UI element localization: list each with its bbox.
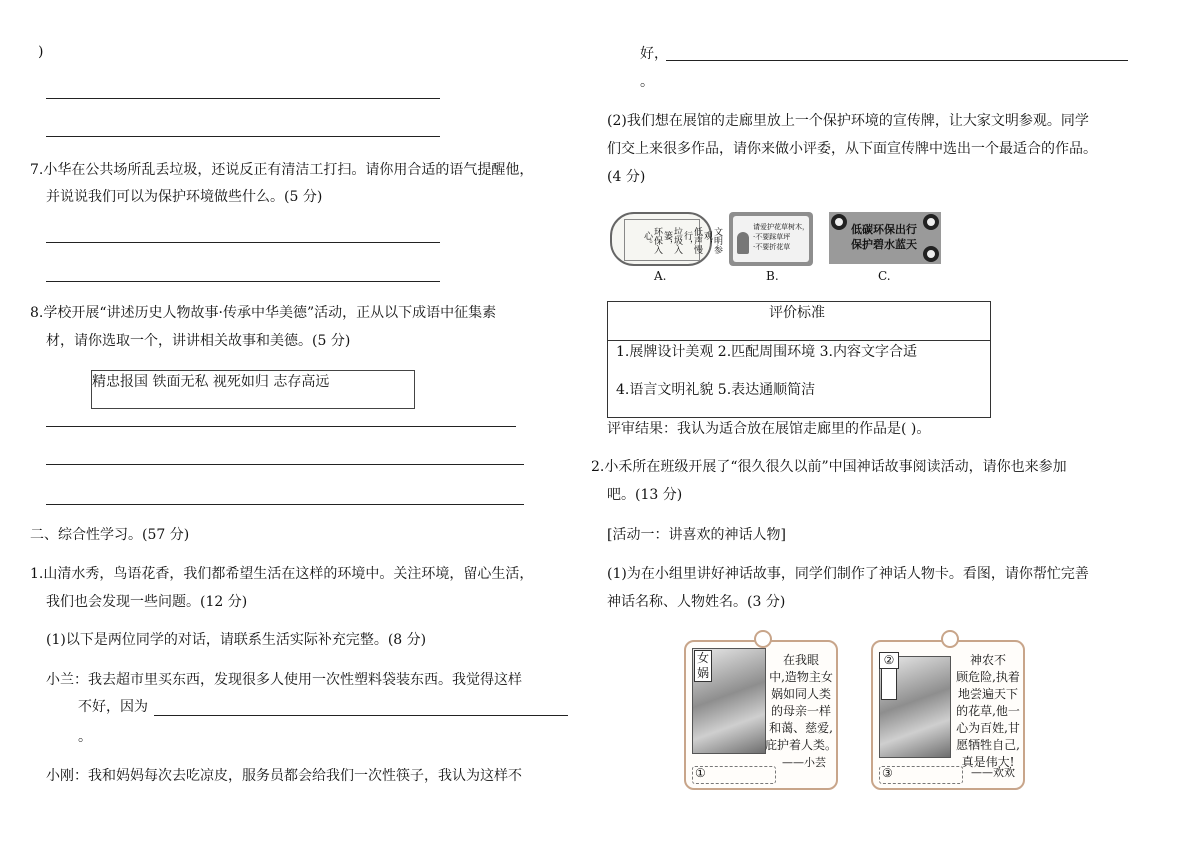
- sign-a-label: A.: [654, 269, 667, 283]
- question-1-line1: 1.山清水秀，鸟语花香，我们都希望生活在这样的环境中。关注环境，留心生活，: [30, 566, 534, 582]
- question-2-line1: 2.小禾所在班级开展了“很久很久以前”中国神话故事阅读活动，请你也来参加: [591, 459, 1067, 475]
- card-hook: [754, 630, 772, 648]
- sign-c-text: 低碳环保出行 保护碧水蓝天: [851, 223, 917, 251]
- card1-answer-slot[interactable]: [692, 766, 776, 784]
- idiom-box: [91, 370, 415, 409]
- xiaolan-line2: 不好，因为: [78, 699, 148, 715]
- criteria-table: [607, 301, 991, 418]
- card2-answer-slot[interactable]: [879, 766, 963, 784]
- answer-line[interactable]: [46, 426, 516, 427]
- xiaolan-line1: 小兰：我去超市里买东西，发现很多人使用一次性塑料袋装东西。我觉得这样: [46, 672, 522, 688]
- sign-b-text: 请爱护花草树木， ·不要踩草坪 ·不要折花草: [753, 223, 809, 251]
- lifebuoy-icon: [831, 214, 847, 230]
- answer-line[interactable]: [46, 98, 440, 99]
- cactus-icon: [737, 232, 749, 254]
- sign-c-label: C.: [878, 269, 891, 283]
- question-2-1-line1: (1)为在小组里讲好神话故事，同学们制作了神话人物卡。看图，请你帮忙完善: [607, 566, 1089, 582]
- section-2-heading: 二、综合性学习。(57 分): [30, 527, 190, 543]
- criteria-row2: 4.语言文明礼貌 5.表达通顺简洁: [616, 382, 816, 398]
- answer-line[interactable]: [154, 715, 568, 716]
- answer-line[interactable]: [46, 242, 440, 243]
- question-8-line1: 8.学校开展“讲述历史人物故事·传承中华美德”活动，正从以下成语中征集素: [30, 305, 497, 321]
- lifebuoy-icon: [923, 246, 939, 262]
- question-7-line1: 7.小华在公共场所乱丢垃圾，还说反正有清洁工打扫。请你用合适的语气提醒他，: [30, 162, 534, 178]
- card2-tag: ②: [879, 652, 899, 669]
- sign-a-text: 文明参观， 低声慢行， 垃圾入篓， 环保入心。: [642, 226, 722, 254]
- character-card-shennong: [871, 640, 1025, 790]
- card1-text: 在我眼 中,造物主女 娲如同人类 的母亲一样 和蔼、慈爱, 庇护着人类。: [764, 653, 837, 752]
- question-2-1-line2: 神话名称、人物姓名。(3 分): [607, 594, 786, 610]
- question-1-2-line2: 们交上来很多作品，请你来做小评委，从下面宣传牌中选出一个最适合的作品。: [607, 141, 1097, 157]
- review-result: 评审结果：我认为适合放在展馆走廊里的作品是( )。: [607, 421, 931, 437]
- answer-line[interactable]: [46, 136, 440, 137]
- continuation-line1: 好，: [640, 46, 668, 62]
- card2-text: 神农不 顾危险,执着 地尝遍天下 的花草,他一 心为百姓,甘 愿牺牲自己, 真是伟大!: [956, 653, 1020, 769]
- card2-signature: ——欢欢: [971, 766, 1015, 779]
- xiaolan-line3: 。: [78, 729, 92, 745]
- question-1-line2: 我们也会发现一些问题。(12 分): [46, 594, 248, 610]
- card-hook: [941, 630, 959, 648]
- sign-b[interactable]: [729, 212, 813, 266]
- answer-line[interactable]: [46, 464, 524, 465]
- card1-slot-number: ①: [695, 766, 706, 780]
- question-7-line2: 并说说我们可以为保护环境做些什么。(5 分): [46, 189, 323, 205]
- question-1-2-line3: (4 分): [607, 169, 646, 185]
- question-2-line2: 吧。(13 分): [607, 487, 683, 503]
- answer-line[interactable]: [46, 281, 440, 282]
- prev-question-fragment: ): [38, 44, 44, 60]
- card1-tag: 女 娲: [694, 650, 712, 682]
- question-1-2-line1: (2)我们想在展馆的走廊里放上一个保护环境的宣传牌，让大家文明参观。同学: [607, 113, 1089, 129]
- card2-slot-number: ③: [882, 766, 893, 780]
- criteria-row1: 1.展牌设计美观 2.匹配周围环境 3.内容文字合适: [616, 344, 917, 360]
- answer-line[interactable]: [46, 504, 524, 505]
- question-8-line2: 材，请你选取一个，讲讲相关故事和美德。(5 分): [46, 333, 351, 349]
- criteria-title: 评价标准: [769, 305, 825, 321]
- card1-signature: ——小芸: [782, 756, 826, 769]
- character-card-nuwa: [684, 640, 838, 790]
- activity-1-title: [活动一：讲喜欢的神话人物]: [607, 527, 786, 543]
- sign-c[interactable]: [829, 212, 941, 264]
- idiom-list: 精忠报国 铁面无私 视死如归 志存高远: [92, 374, 330, 390]
- sign-a[interactable]: [610, 212, 722, 266]
- lifebuoy-icon: [923, 214, 939, 230]
- sign-b-label: B.: [766, 269, 779, 283]
- answer-line[interactable]: [666, 60, 1128, 61]
- card2-blank-slot[interactable]: [881, 668, 897, 700]
- xiaogang-line1: 小刚：我和妈妈每次去吃凉皮，服务员都会给我们一次性筷子，我认为这样不: [46, 768, 522, 784]
- continuation-line2: 。: [640, 74, 654, 90]
- question-1-1: (1)以下是两位同学的对话，请联系生活实际补充完整。(8 分): [46, 632, 427, 648]
